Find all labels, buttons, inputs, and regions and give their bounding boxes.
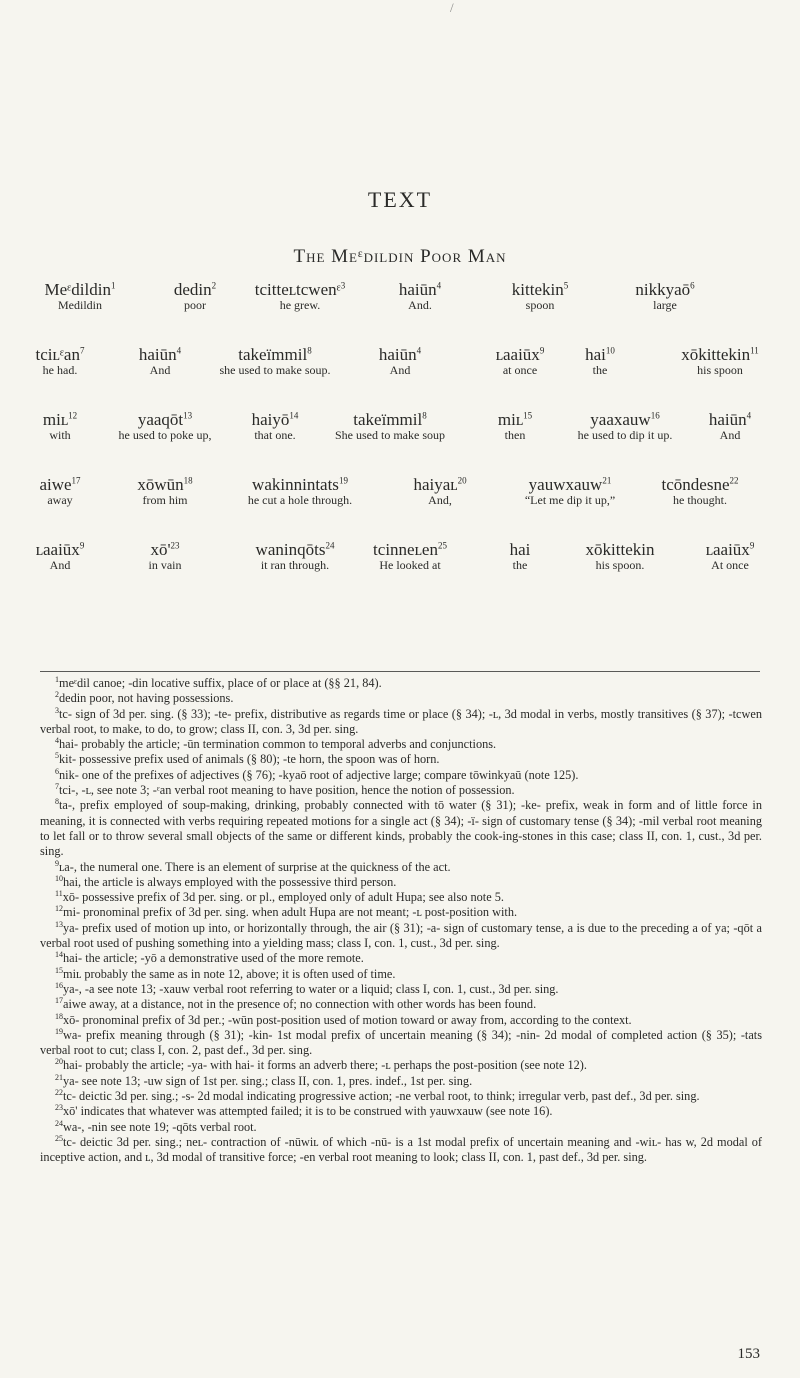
note-ref: 9 [539,345,545,356]
footnote [40,967,762,982]
native-word: tcinneʟen$^{25}$ [373,540,447,559]
footnote [40,691,762,706]
footnote [40,951,762,966]
footnote [40,860,762,875]
note-ref: 22 [729,475,739,486]
note-ref: 20 [457,475,467,486]
footnote-number: 6 [55,766,59,776]
note-ref: 16 [650,410,660,421]
native-word: haiyaʟ$^{20}$ [413,475,467,494]
footnote-number: 23 [55,1103,63,1113]
interlinear-word [586,540,655,572]
english-gloss: with [49,428,71,442]
note-ref: 17 [71,475,81,486]
native-word: waninqōts$^{24}$ [255,540,335,559]
footnote-number: 17 [55,996,63,1006]
footnote-text: aiwe away, at a distance, not in the presence of; no connection with other words has been found. [63,997,537,1012]
interlinear-word [379,345,421,377]
footnote-text: mi- pronominal prefix of 3d per. sing. when adult Hupa are not meant; -ʟ post-position with. [63,905,518,920]
note-ref: 3 [340,280,346,291]
story-title: The Meᵋdildin Poor Man [293,246,507,267]
footnote-text: hai- probably the article; -ya- with hai- it forms an adverb there; -ʟ perhaps the post-position (see note 12). [63,1058,587,1073]
interlinear-word [43,410,77,442]
footnote [40,1104,762,1119]
footnote [40,905,762,920]
footnote-text: tc- deictic 3d per. sing.; neʟ- contraction of -nūwiʟ of which -nū- is a 1st modal prefix of uncertain meaning and -wiʟ- has w, 2d modal of inceptive action, and ʟ, 3d modal of transitive force; -en verbal root meaning to look; class II, con. 1, past def., 3d per. sing. [40,1134,762,1165]
footnote [40,798,762,859]
footnote [40,1028,762,1059]
interlinear-word [413,475,466,507]
footnote [40,707,762,738]
note-ref: 24 [325,540,335,551]
note-ref: 1 [110,280,116,291]
note-ref: 2 [211,280,217,291]
note-ref: 23 [170,540,180,551]
english-gloss: And. [408,298,432,312]
footnote-text: ta-, prefix employed of soup-making, drinking, probably connected with tō water (§ 31); -ke- prefix, weak in form and of little force in meaning, it is connected with verbs requiring repeated motions for a single act (§ 34); -ï- sign of customary tense (§ 34); -mil verbal root meaning to let fall or to throw several small objects of the same or different kinds, probably the cook-ing-stones in this case; class II, con. 1, cust., 3d per. sing. [40,798,762,859]
native-word: dedin$^2$ [173,280,217,299]
interlinear-word [45,280,116,312]
interlinear-word [220,345,331,377]
footnote-text: wa- prefix meaning through (§ 31); -kin- 1st modal prefix of uncertain meaning (§ 34); -nin- 2d modal of completed action (§ 35); -tats verbal root to cut; class I, con. 2, past def., 3d per. sing. [40,1027,762,1058]
note-ref: 18 [183,475,193,486]
footnote-text: tci-, -ʟ, see note 3; -ᵋan verbal root meaning to have position, hence the notion of possession. [59,783,515,798]
english-gloss: At once [711,558,749,572]
footnote-text: ya- see note 13; -uw sign of 1st per. sing.; class II, con. 1, pres. indef., 1st per. sing. [63,1073,473,1088]
running-head: TEXT [367,187,433,212]
interlinear-word [498,410,532,442]
footnote-number: 5 [55,751,59,761]
footnote-number: 10 [55,873,63,883]
native-word: haiyō$^{14}$ [251,410,299,429]
note-ref: 12 [68,410,78,421]
footnote-text: kit- possessive prefix used of animals (§ 80); -te horn, the spoon was of horn. [59,752,440,767]
interlinear-word [149,540,182,572]
interlinear-word [252,410,299,442]
note-ref: 11 [750,345,759,356]
footnote [40,1013,762,1028]
footnote [40,890,762,905]
english-gloss: And [719,428,741,442]
english-gloss: “Let me dip it up,” [524,493,616,507]
interlinear-word [510,540,531,572]
footnote [40,768,762,783]
note-ref: 4 [746,410,752,421]
interlinear-word [39,475,80,507]
native-word: Meᵋdildin$^1$ [44,280,116,299]
native-word: ʟaaiūx$^9$ [495,345,545,364]
interlinear-word [248,475,352,507]
footnote-number: 2 [55,690,59,700]
interlinear-word [256,540,335,572]
footnote [40,875,762,890]
native-word: haiūn$^4$ [378,345,422,364]
native-word: yaaqōt$^{13}$ [137,410,193,429]
footnotes [40,676,762,1166]
note-ref: 14 [289,410,299,421]
english-gloss: at once [502,363,538,377]
interlinear-word [662,475,739,507]
footnote [40,921,762,952]
english-gloss: Medildin [57,298,102,312]
note-ref: 8 [307,345,312,356]
footnote-rule [40,671,760,672]
native-word: aiwe$^{17}$ [39,475,81,494]
footnote-text: tc- deictic 3d per. sing.; -s- 2d modal indicating progressive action; -ne verbal root, to think; irregular verb, past def., 3d per. sing. [63,1089,700,1104]
note-ref: 13 [183,410,193,421]
footnote-number: 8 [55,797,59,807]
interlinear-word [512,280,568,312]
interlinear-word [635,280,694,312]
native-word: ʟaaiūx$^9$ [35,540,85,559]
footnote-number: 12 [55,904,63,914]
english-gloss: from him [142,493,188,507]
footnote-number: 14 [55,950,63,960]
interlinear-word [496,345,545,377]
native-word: ʟaaiūx$^9$ [705,540,755,559]
english-gloss: his spoon [697,363,743,377]
native-word: hai$^{10}$ [585,345,615,364]
native-word: yauwxauw$^{21}$ [528,475,612,494]
footnote [40,1058,762,1073]
native-word: miʟ$^{12}$ [42,410,78,429]
native-word: haiūn$^4$ [708,410,752,429]
footnote-text: miʟ probably the same as in note 12, above; it is often used of time. [63,966,396,981]
footnote-number: 20 [55,1057,63,1067]
footnote-number: 25 [55,1133,63,1143]
footnote-text: wa-, -nin see note 19; -qōts verbal root. [63,1119,257,1134]
note-ref: 9 [79,540,85,551]
footnote-number: 11 [55,889,63,899]
footnote-text: ʟa-, the numeral one. There is an element of surprise at the quickness of the act. [59,859,451,874]
footnote-text: hai, the article is always employed with the possessive third person. [63,874,397,889]
english-gloss: that one. [254,428,296,442]
english-gloss: He looked at [379,558,441,572]
page-number: 153 [737,1346,760,1362]
footnote-number: 22 [55,1087,63,1097]
native-word: haiūn$^4$ [138,345,182,364]
note-ref: 15 [523,410,533,421]
footnote-number: 18 [55,1011,63,1021]
english-gloss: She used to make soup [335,428,445,442]
footnote-number: 24 [55,1118,63,1128]
note-ref: 21 [602,475,612,486]
english-gloss: the [512,558,528,572]
note-ref: 10 [605,345,615,356]
native-word: haiūn$^4$ [398,280,442,299]
english-gloss: she used to make soup. [219,363,331,377]
english-gloss: he grew. [279,298,321,312]
footnote-text: meᵋdil canoe; -din locative suffix, place of or place at (§§ 21, 84). [59,676,382,690]
interlinear-word [709,410,751,442]
footnote-text: ya- prefix used of motion up into, or horizontally through, the air (§ 31); -a- sign of customary tense, a is due to the preceding a of ya; -qōt a verbal root used of pushing something into a yielding mass; class I, con. 1, cust., 3d per. sing. [40,920,762,951]
footnote [40,997,762,1012]
footnote-text: dedin poor, not having possessions. [59,691,234,706]
english-gloss: the [592,363,608,377]
footnote [40,1120,762,1135]
interlinear-word [525,475,615,507]
interlinear-word [137,475,192,507]
native-word: yaaxauw$^{16}$ [590,410,660,429]
footnote-number: 1 [55,674,59,684]
native-word: tciʟᵋan$^7$ [35,345,85,364]
native-word: kittekin$^5$ [511,280,569,299]
interlinear-word [36,540,85,572]
native-word: xōkittekin [585,540,655,559]
native-word: takeïmmil$^8$ [353,410,427,429]
interlinear-word [36,345,85,377]
english-gloss: And [49,558,71,572]
english-gloss: And, [428,493,452,507]
interlinear-word [706,540,755,572]
native-word: xōkittekin$^{11}$ [681,345,759,364]
footnote-text: hai- the article; -yō a demonstrative used of the more remote. [63,951,364,966]
interlinear-word [585,345,615,377]
english-gloss: And [149,363,171,377]
note-ref: 4 [416,345,422,356]
english-gloss: he used to poke up, [118,428,212,442]
note-ref: 4 [176,345,182,356]
note-ref: 4 [436,280,442,291]
english-gloss: large [653,298,677,312]
native-word: nikkyaō$^6$ [635,280,695,299]
english-gloss: he had. [42,363,78,377]
interlinear-word [578,410,673,442]
native-word: hai [509,540,531,559]
english-gloss: in vain [148,558,182,572]
native-word: xōwūn$^{18}$ [137,475,193,494]
english-gloss: And [389,363,411,377]
footnote-text: ya-, -a see note 13; -xauw verbal root referring to water or a liquid; class I, con. 1, cust., 3d per. sing. [63,981,559,996]
native-word: tcitteʟtcwenᵋ$^3$ [254,280,346,299]
footnote-text: tc- sign of 3d per. sing. (§ 33); -te- prefix, distributive as regards time or place (§ 34); -ʟ, 3d modal in verbs, mostly transitives (§ 37); -tcwen verbal root, to make, to do, to grow; class II, con. 3, 3d per. sing. [40,706,762,736]
english-gloss: then [504,428,526,442]
note-ref: 5 [563,280,569,291]
note-ref: 7 [79,345,85,356]
note-ref: 9 [749,540,755,551]
english-gloss: poor [184,298,206,312]
footnote-text: xō- pronominal prefix of 3d per.; -wūn post-position used of motion toward or away from, according to the context. [63,1012,632,1027]
footnote-number: 16 [55,980,63,990]
footnote-number: 13 [55,919,63,929]
footnote [40,752,762,767]
footnote-number: 9 [55,858,59,868]
footnote [40,1089,762,1104]
footnote [40,783,762,798]
corner-mark: / [450,0,454,15]
interlinear-word [139,345,181,377]
footnote-text: hai- probably the article; -ūn termination common to temporal adverbs and conjunctions. [59,737,497,752]
interlinear-word [681,345,759,377]
footnote [40,1074,762,1089]
footnote-text: nik- one of the prefixes of adjectives (§ 76); -kyaō root of adjective large; compare tōwinkyaū (note 125). [59,767,579,782]
footnote-text: xō- possessive prefix of 3d per. sing. or pl., employed only of adult Hupa; see also note 5. [62,890,504,905]
native-word: tcōndesne$^{22}$ [661,475,739,494]
footnote-text: xō' indicates that whatever was attempted failed; it is to be construed with yauwxauw (see note 16). [63,1104,553,1119]
footnote-number: 4 [55,736,59,746]
footnote [40,1135,762,1166]
interlinear-word [373,540,447,572]
english-gloss: it ran through. [260,558,330,572]
interlinear-word [335,410,445,442]
footnote-number: 19 [55,1026,63,1036]
interlinear-word [399,280,441,312]
footnote-number: 15 [55,965,63,975]
native-word: $xō'^{23}$ [150,540,180,559]
native-word: miʟ$^{15}$ [497,410,533,429]
note-ref: 19 [338,475,348,486]
english-gloss: he used to dip it up. [577,428,673,442]
interlinear-word [255,280,346,312]
footnote [40,982,762,997]
native-word: wakinnintats$^{19}$ [252,475,348,494]
footnote-number: 3 [55,705,59,715]
footnote-number: 7 [55,781,59,791]
english-gloss: his spoon. [595,558,645,572]
english-gloss: he cut a hole through. [247,493,353,507]
english-gloss: spoon [525,298,555,312]
footnote [40,737,762,752]
native-word: takeïmmil$^8$ [238,345,312,364]
interlinear-word [174,280,216,312]
footnote-number: 21 [55,1072,63,1082]
english-gloss: away [47,493,73,507]
english-gloss: he thought. [672,493,727,507]
note-ref: 25 [437,540,447,551]
note-ref: 8 [422,410,427,421]
interlinear-word [119,410,212,442]
footnote [40,676,762,691]
note-ref: 6 [690,280,695,291]
